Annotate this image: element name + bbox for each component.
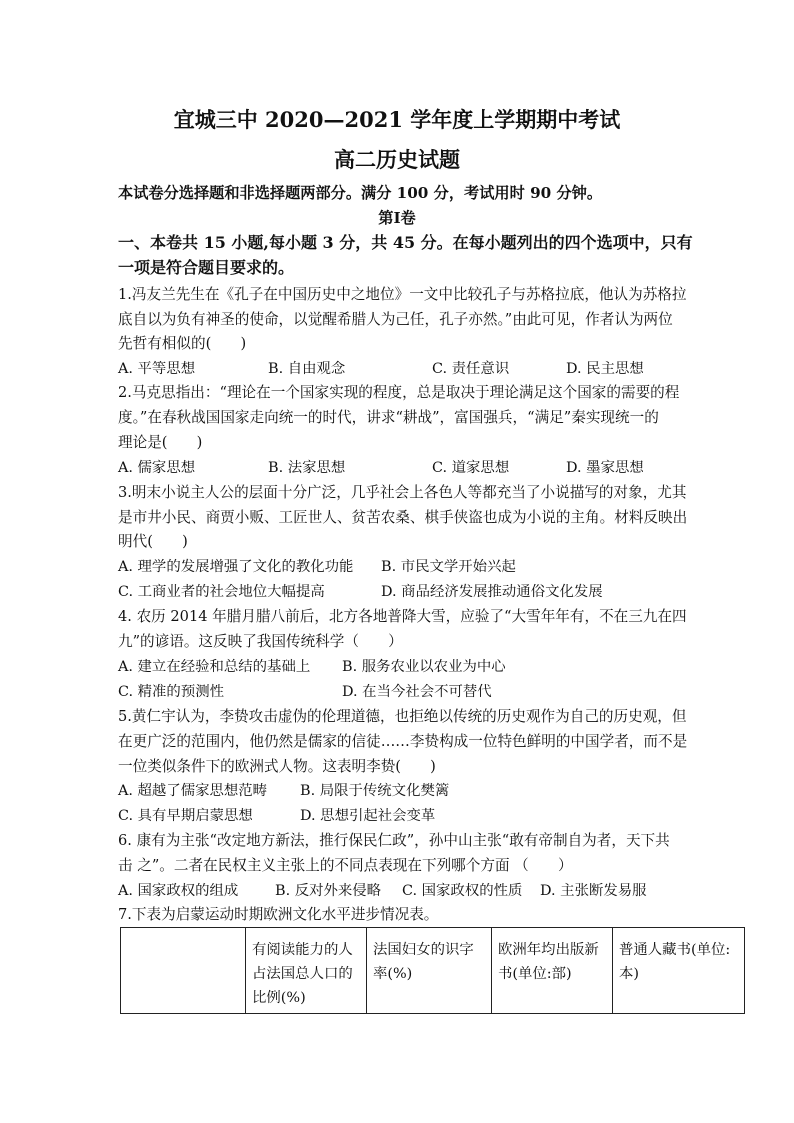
question-text: 先哲有相似的( ) <box>118 335 247 352</box>
question-text: 一位类似条件下的欧洲式人物。这表明李贽( ) <box>118 758 436 775</box>
table-header-row <box>121 928 745 1014</box>
option-d: D. 思想引起社会变革 <box>300 808 436 824</box>
question-text: 在更广泛的范围内，他仍然是儒家的信徒……李贽构成一位特色鲜明的中国学者，而不是 <box>118 733 688 750</box>
option-a: A. 超越了儒家思想范畴 <box>118 783 268 799</box>
option-a: A. 国家政权的组成 <box>118 883 239 899</box>
question-text: 底自以为负有神圣的使命，以觉醒希腊人为己任，孔子亦然。”由此可见，作者认为两位 <box>118 311 673 328</box>
question-text: 4. 农历 2014 年腊月腊八前后，北方各地普降大雪，应验了“大雪年年有，不在三九在四 <box>118 608 687 625</box>
table-header-cell: 欧洲年均出版新书(单位:部) <box>492 928 613 1014</box>
option-c: C. 精准的预测性 <box>118 684 224 700</box>
question-text: 理论是( ) <box>118 434 203 451</box>
option-b: B. 自由观念 <box>268 361 346 377</box>
option-a: A. 平等思想 <box>118 361 196 377</box>
question-text: 九”的谚语。这反映了我国传统科学（ ） <box>118 633 403 650</box>
option-b: B. 法家思想 <box>268 460 346 476</box>
option-a: A. 建立在经验和总结的基础上 <box>118 659 311 675</box>
question-text: 1.冯友兰先生在《孔子在中国历史中之地位》一文中比较孔子与苏格拉底，他认为苏格拉 <box>118 286 687 303</box>
option-c: C. 国家政权的性质 <box>402 883 523 899</box>
question-text: 击 之”。二者在民权主义主张上的不同点表现在下列哪个方面 （ ） <box>118 857 573 874</box>
option-c: C. 道家思想 <box>432 460 510 476</box>
option-d: D. 民主思想 <box>566 361 644 377</box>
option-c: C. 工商业者的社会地位大幅提高 <box>118 584 325 600</box>
option-b: B. 局限于传统文化樊篱 <box>300 783 450 799</box>
data-table <box>120 927 745 1014</box>
option-c: C. 具有早期启蒙思想 <box>118 808 253 824</box>
section-instruction-1: 一、本卷共 15 小题,每小题 3 分，共 45 分。在每小题列出的四个选项中，只有 <box>118 233 693 252</box>
table-header-cell: 普通人藏书(单位:本) <box>613 928 745 1014</box>
question-text: 度。”在春秋战国国家走向统一的时代，讲求“耕战”，富国强兵，“满足”秦实现统一的 <box>118 409 659 426</box>
exam-intro: 本试卷分选择题和非选择题两部分。满分 100 分，考试用时 90 分钟。 <box>118 184 603 202</box>
option-d: D. 墨家思想 <box>566 460 644 476</box>
option-b: B. 反对外来侵略 <box>275 883 382 899</box>
question-text: 5.黄仁宇认为，李贽攻击虚伪的伦理道德，也拒绝以传统的历史观作为自己的历史观，但 <box>118 708 687 725</box>
question-text: 2.马克思指出：“理论在一个国家实现的程度，总是取决于理论满足这个国家的需要的程 <box>118 384 680 401</box>
question-text: 3.明末小说主人公的层面十分广泛，几乎社会上各色人等都充当了小说描写的对象，尤其 <box>118 484 687 501</box>
table-header-cell: 有阅读能力的人占法国总人口的比例(%) <box>246 928 367 1014</box>
option-b: B. 市民文学开始兴起 <box>381 559 516 575</box>
question-text: 是市井小民、商贾小贩、工匠世人、贫苦农桑、棋手侠盗也成为小说的主角。材料反映出 <box>118 509 688 526</box>
option-c: C. 责任意识 <box>432 361 510 377</box>
option-b: B. 服务农业以农业为中心 <box>342 659 506 675</box>
exam-subtitle: 高二历史试题 <box>334 147 460 172</box>
section-title: 第Ⅰ卷 <box>378 209 416 227</box>
option-d: D. 在当今社会不可替代 <box>342 684 492 700</box>
option-d: D. 主张断发易服 <box>540 883 647 899</box>
question-text: 6. 康有为主张“改定地方新法，推行保民仁政”，孙中山主张“敢有帝制自为者，天下共 <box>118 832 670 849</box>
table-header-cell: 法国妇女的识字率(%) <box>367 928 492 1014</box>
exam-title: 宜城三中 2020—2021 学年度上学期期中考试 <box>173 107 621 132</box>
option-a: A. 儒家思想 <box>118 460 196 476</box>
option-d: D. 商品经济发展推动通俗文化发展 <box>381 584 603 600</box>
section-instruction-2: 一项是符合题目要求的。 <box>118 258 295 277</box>
table-header-cell <box>121 928 246 1014</box>
question-text: 7.下表为启蒙运动时期欧洲文化水平进步情况表。 <box>118 906 439 923</box>
question-text: 明代( ) <box>118 533 188 550</box>
option-a: A. 理学的发展增强了文化的教化功能 <box>118 559 354 575</box>
